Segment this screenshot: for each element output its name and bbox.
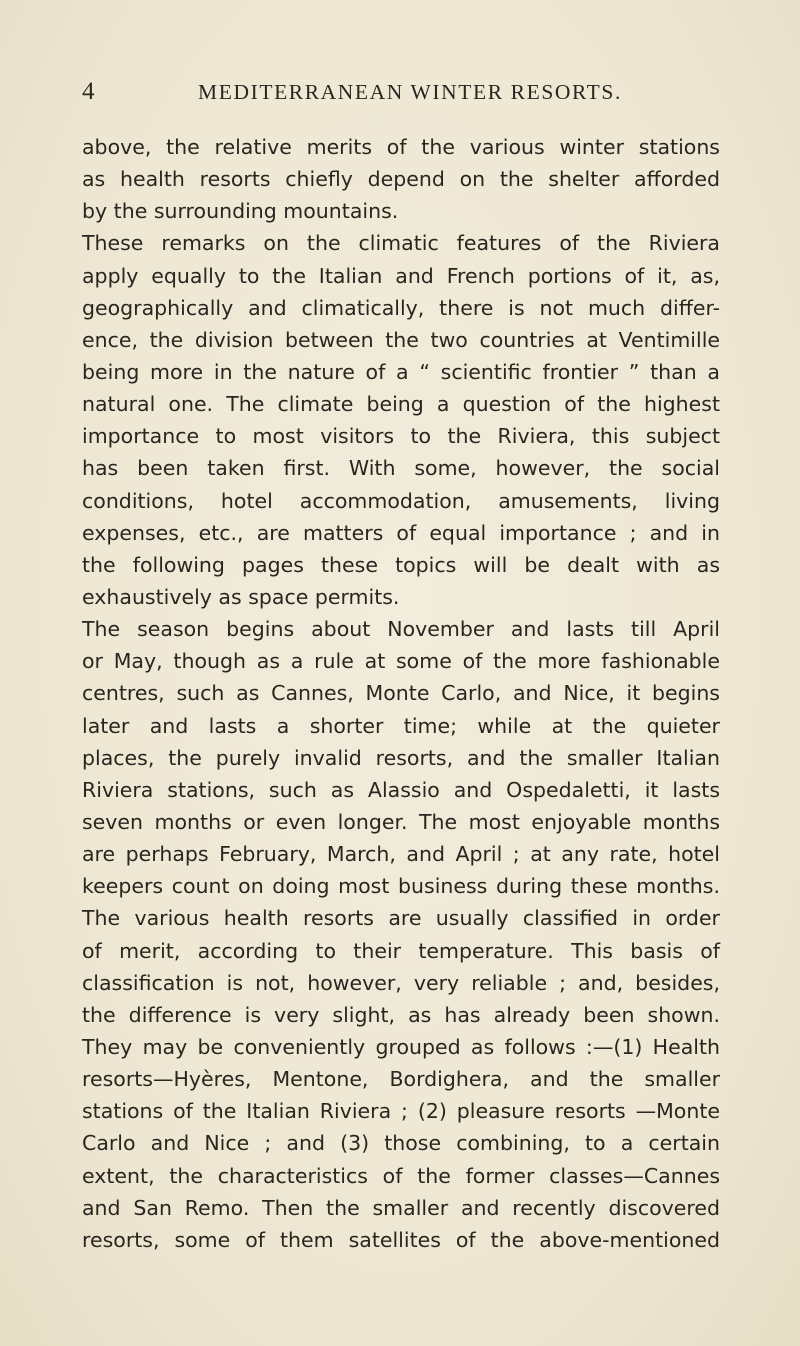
running-title: MEDITERRANEAN WINTER RESORTS. bbox=[198, 80, 622, 104]
text-line: has been taken first. With some, however, the social bbox=[82, 456, 720, 481]
text-line: conditions, hotel accommodation, amusements, living bbox=[82, 488, 720, 513]
text-line: later and lasts a shorter time; while at the quieter bbox=[82, 713, 720, 738]
body-text bbox=[82, 131, 720, 1256]
text-line: being more in the nature of a “ scientific frontier ” than a bbox=[82, 359, 720, 384]
text-line: centres, such as Cannes, Monte Carlo, and Nice, it begins bbox=[82, 681, 720, 706]
text-line: or May, though as a rule at some of the more fashionable bbox=[82, 649, 720, 674]
running-head bbox=[82, 78, 720, 112]
text-line: natural one. The climate being a question of the highest bbox=[82, 392, 720, 417]
text-line: Carlo and Nice ; and (3) those combining, to a certain bbox=[82, 1131, 720, 1156]
text-line: apply equally to the Italian and French portions of it, as, bbox=[82, 263, 720, 288]
text-line: Riviera stations, such as Alassio and Ospedaletti, it lasts bbox=[82, 777, 720, 802]
text-line: resorts—Hyères, Mentone, Bordighera, and the smaller bbox=[82, 1067, 720, 1092]
text-line: The various health resorts are usually classified in order bbox=[82, 906, 720, 931]
text-line: by the surrounding mountains. bbox=[82, 199, 399, 224]
text-line: are perhaps February, March, and April ; at any rate, hotel bbox=[82, 842, 720, 867]
text-line: classification is not, however, very reliable ; and, besides, bbox=[82, 970, 720, 995]
text-line: resorts, some of them satellites of the above-mentioned bbox=[82, 1227, 720, 1252]
text-line: the difference is very slight, as has already been shown. bbox=[82, 1002, 720, 1027]
text-line: keepers count on doing most business during these months. bbox=[82, 874, 720, 899]
text-line: above, the relative merits of the various winter stations bbox=[82, 135, 720, 159]
page-number: 4 bbox=[82, 78, 95, 105]
text-line: importance to most visitors to the Riviera, this subject bbox=[82, 424, 720, 449]
text-line: The season begins about November and lasts till April bbox=[82, 617, 720, 642]
text-line: of merit, according to their temperature. This basis of bbox=[82, 938, 720, 963]
text-line: seven months or even longer. The most enjoyable months bbox=[82, 809, 720, 834]
text-line: extent, the characteristics of the former classes—Cannes bbox=[82, 1163, 720, 1188]
text-line: exhaustively as space permits. bbox=[82, 584, 400, 609]
text-line: places, the purely invalid resorts, and the smaller Italian bbox=[82, 745, 720, 770]
text-line: stations of the Italian Riviera ; (2) pleasure resorts —Monte bbox=[82, 1099, 720, 1124]
text-line: They may be conveniently grouped as follows :—(1) Health bbox=[82, 1034, 720, 1059]
text-line: as health resorts chiefly depend on the shelter afforded bbox=[82, 167, 720, 192]
text-line: geographically and climatically, there is not much differ- bbox=[82, 295, 720, 320]
text-line: expenses, etc., are matters of equal importance ; and in bbox=[82, 520, 720, 545]
text-line: These remarks on the climatic features of the Riviera bbox=[82, 231, 720, 256]
text-line: ence, the division between the two countries at Ventimille bbox=[82, 327, 720, 352]
text-line: and San Remo. Then the smaller and recently discovered bbox=[82, 1195, 720, 1220]
text-line: the following pages these topics will be dealt with as bbox=[82, 552, 720, 577]
